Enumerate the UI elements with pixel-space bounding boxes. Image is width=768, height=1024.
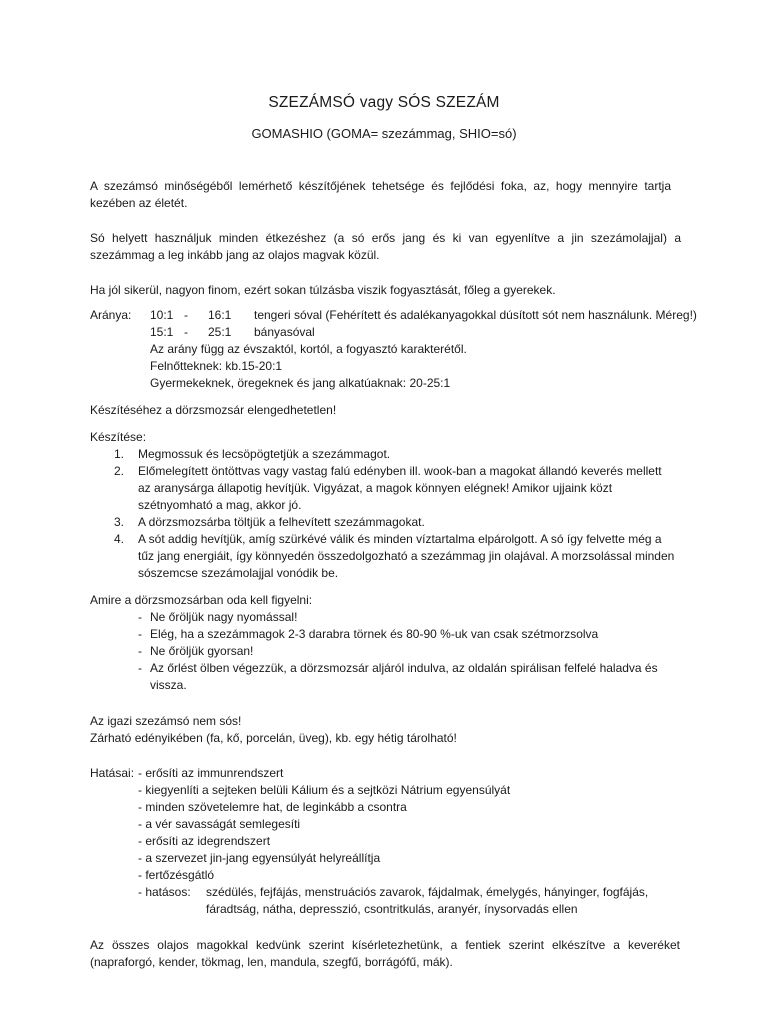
- effect-effective-line-1: szédülés, fejfájás, menstruációs zavarok, fájdalmak, émelygés, hányinger, fogfájás,: [206, 885, 649, 899]
- popularity-note: Ha jól sikerül, nagyon finom, ezért sokan túlzásba viszik fogyasztását, főleg a gyerekek.: [90, 283, 556, 297]
- effect-item-5: - erősíti az idegrendszert: [138, 834, 271, 848]
- footer-line-2: (napraforgó, kender, tökmag, len, mandula, szegfű, borrágófű, mák).: [90, 955, 453, 969]
- step-3-line-1: A dörzsmozsárba töltjük a felhevített szezámmagokat.: [138, 515, 425, 529]
- step-4-line-2: tűz jang energiáit, így könnyedén összedolgozható a szezámmag jin olajával. A morzsolással minden: [138, 549, 675, 563]
- ratio-row-2-from: 15:1: [150, 325, 174, 339]
- effect-effective-line-2: fáradtság, nátha, depresszió, csontritkulás, aranyér, ínysorvadás ellen: [206, 902, 578, 916]
- ratio-row-1-from: 10:1: [150, 308, 174, 322]
- ratio-note-2: Felnőtteknek: kb.15-20:1: [150, 359, 283, 373]
- closing-line-1: Az igazi szezámsó nem sós!: [90, 714, 242, 728]
- effect-effective-label: - hatásos:: [138, 885, 191, 899]
- effects-label: Hatásai:: [90, 766, 135, 780]
- mortar-note: Készítéséhez a dörzsmozsár elengedhetetlen!: [90, 403, 337, 417]
- effect-item-1: - erősíti az immunrendszert: [138, 766, 284, 780]
- effect-item-3: - minden szövetelemre hat, de leginkább a csontra: [138, 800, 407, 814]
- step-1-number: 1.: [113, 447, 124, 461]
- step-2-line-2: az aranysárga állapotig hevítjük. Vigyázat, a magok könnyen elégnek! Amikor ujjaink közt: [138, 481, 613, 495]
- step-2-number: 2.: [113, 464, 124, 478]
- step-4-line-1: A sót addig hevítjük, amíg szürkévé válik és minden víztartalma elpárolgott. A só így felvette még a: [138, 532, 662, 546]
- footer-line-1: Az összes olajos magokkal kedvünk szerint kísérletezhetünk, a fentiek szerint elkészítve a keveréket: [90, 938, 680, 952]
- ratio-row-2-desc: bányasóval: [254, 325, 315, 339]
- attention-dash: -: [138, 644, 142, 658]
- attention-heading: Amire a dörzsmozsárban oda kell figyelni:: [90, 593, 313, 607]
- attention-dash: -: [138, 610, 142, 624]
- attention-item-4-line-1: Az őrlést ölben végezzük, a dörzsmozsár aljáról indulva, az oldalán spirálisan felfelé haladva és: [150, 661, 658, 675]
- usage-line-2: szezámmag a leg inkább jang az olajos magvak közül.: [90, 248, 380, 262]
- intro-line-1: A szezámsó minőségéből lemérhető készítőjének tehetsége és fejlődési foka, az, hogy mennyire tartja: [90, 179, 671, 193]
- attention-dash: -: [138, 627, 142, 641]
- effect-item-4: - a vér savasságát semlegesíti: [138, 817, 301, 831]
- step-2-line-1: Előmelegített öntöttvas vagy vastag falú edényben ill. wook-ban a magokat állandó keverés mellett: [138, 464, 662, 478]
- document-subtitle: GOMASHIO (GOMA= szezámmag, SHIO=só): [251, 126, 517, 141]
- ratio-note-3: Gyermekeknek, öregeknek és jang alkatúaknak: 20-25:1: [150, 376, 451, 390]
- ratio-label: Aránya:: [90, 308, 132, 322]
- ratio-row-1-to: 16:1: [208, 308, 232, 322]
- closing-line-2: Zárható edényikében (fa, kő, porcelán, üveg), kb. egy hétig tárolható!: [90, 731, 457, 745]
- ratio-note-1: Az arány függ az évszaktól, kortól, a fogyasztó karakterétől.: [150, 342, 467, 356]
- step-2-line-3: szétnyomható a mag, akkor jó.: [138, 498, 302, 512]
- attention-item-1: Ne őröljük nagy nyomással!: [150, 610, 298, 624]
- attention-dash: -: [138, 661, 142, 675]
- effect-item-2: - kiegyenlíti a sejteken belüli Kálium és a sejtközi Nátrium egyensúlyát: [138, 783, 511, 797]
- ratio-row-2-to: 25:1: [208, 325, 232, 339]
- effect-item-6: - a szervezet jin-jang egyensúlyát helyreállítja: [138, 851, 381, 865]
- attention-item-2: Elég, ha a szezámmagok 2-3 darabra törnek és 80-90 %-uk van csak szétmorzsolva: [150, 627, 599, 641]
- attention-item-4-line-2: vissza.: [150, 678, 187, 692]
- step-4-line-3: sószemcse szezámolajjal vonódik be.: [138, 566, 339, 580]
- ratio-row-1-desc: tengeri sóval (Fehérített és adalékanyagokkal dúsított sót nem használunk. Méreg!): [254, 308, 697, 322]
- attention-item-3: Ne őröljük gyorsan!: [150, 644, 254, 658]
- preparation-heading: Készítése:: [90, 430, 147, 444]
- ratio-row-1-dash: -: [184, 308, 188, 322]
- ratio-row-2-dash: -: [184, 325, 188, 339]
- step-3-number: 3.: [113, 515, 124, 529]
- usage-line-1: Só helyett használjuk minden étkezéshez (a só erős jang és ki van egyenlítve a jin szezámolajjal) a: [90, 231, 681, 245]
- document-title: SZEZÁMSÓ vagy SÓS SZEZÁM: [268, 94, 500, 111]
- step-4-number: 4.: [113, 532, 124, 546]
- step-1-line-1: Megmossuk és lecsöpögtetjük a szezámmagot.: [138, 447, 391, 461]
- effect-item-7: - fertőzésgátló: [138, 868, 215, 882]
- intro-line-2: kezében az életét.: [90, 196, 188, 210]
